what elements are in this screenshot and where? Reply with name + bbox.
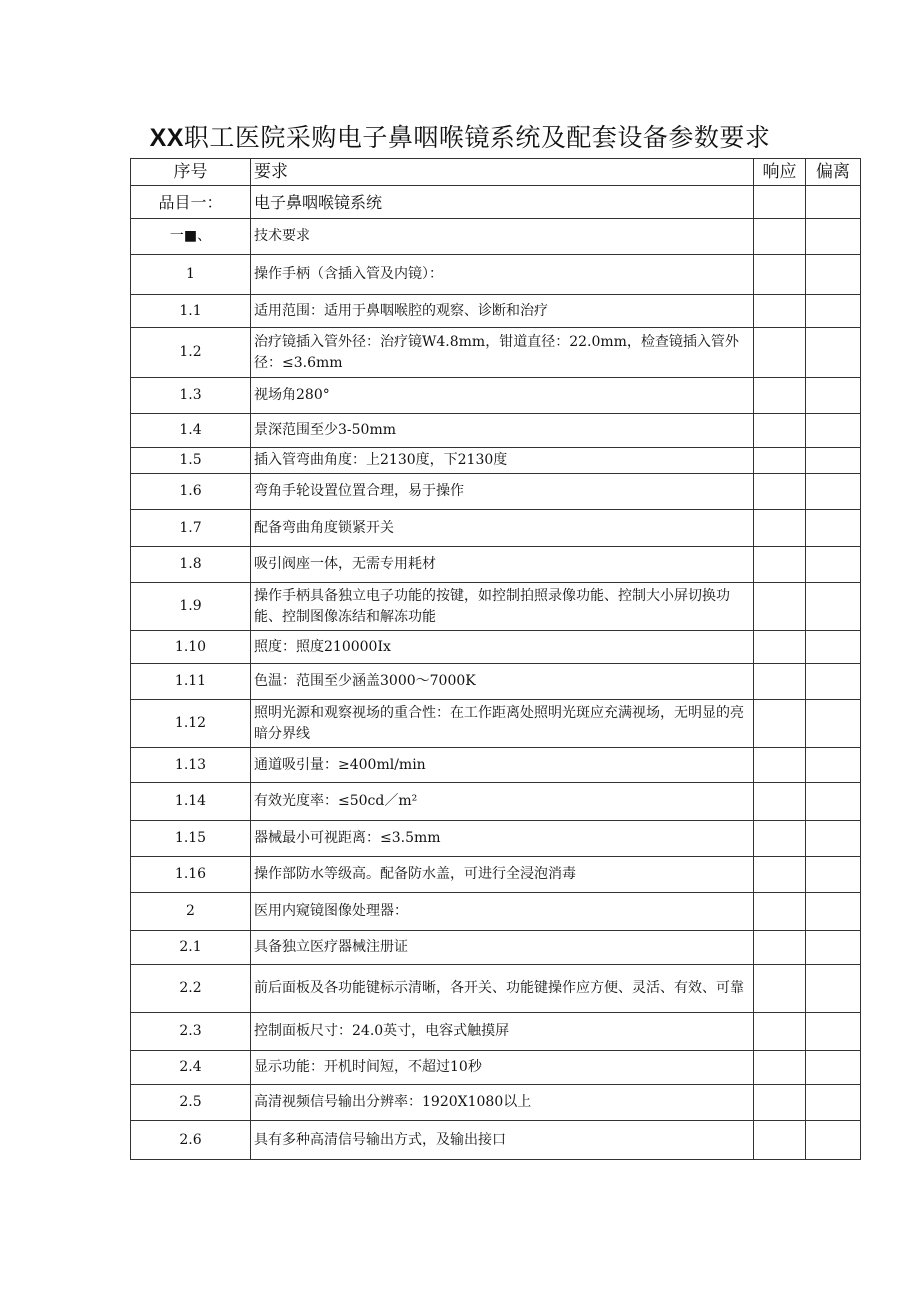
row-requirement: 具备独立医疗器械注册证: [251, 931, 754, 965]
table-row: [131, 893, 861, 931]
row-no: 1.10: [131, 631, 251, 664]
row-requirement: 色温：范围至少涵盖3000～7000K: [251, 664, 754, 700]
row-no: 1.15: [131, 821, 251, 857]
row-no: 2.2: [131, 965, 251, 1013]
table-row: [131, 219, 861, 255]
row-response-cell: [754, 1121, 806, 1160]
row-deviation-cell: [806, 821, 861, 857]
row-requirement: 前后面板及各功能键标示清晰，各开关、功能键操作应方便、灵活、有效、可靠: [251, 965, 754, 1013]
table-row: [131, 328, 861, 378]
requirements-table: [130, 158, 861, 1160]
row-no: 1.5: [131, 448, 251, 474]
row-requirement: 高清视频信号输出分辨率：1920X1080以上: [251, 1085, 754, 1121]
table-row: [131, 748, 861, 783]
header-requirement: 要求: [251, 159, 754, 186]
header-no: 序号: [131, 159, 251, 186]
table-row: [131, 448, 861, 474]
row-response-cell: [754, 1013, 806, 1051]
row-requirement: 操作部防水等级高。配备防水盖，可进行全浸泡消毒: [251, 857, 754, 893]
row-deviation-cell: [806, 255, 861, 295]
row-requirement: 显示功能：开机时间短，不超过10秒: [251, 1051, 754, 1085]
row-deviation-cell: [806, 1085, 861, 1121]
row-requirement: 医用内窥镜图像处理器：: [251, 893, 754, 931]
row-no: 一■、: [131, 219, 251, 255]
row-no: 1.4: [131, 414, 251, 448]
table-row: [131, 1121, 861, 1160]
row-deviation-cell: [806, 1051, 861, 1085]
table-row: [131, 965, 861, 1013]
row-response-cell: [754, 664, 806, 700]
row-requirement: 技术要求: [251, 219, 754, 255]
row-no: 2: [131, 893, 251, 931]
row-requirement: 弯角手轮设置位置合理，易于操作: [251, 474, 754, 510]
row-response-cell: [754, 547, 806, 583]
row-no: 1.16: [131, 857, 251, 893]
row-deviation-cell: [806, 328, 861, 378]
title-text: 职工医院采购电子鼻咽喉镜系统及配套设备参数要求: [183, 123, 771, 152]
row-requirement: 适用范围：适用于鼻咽喉腔的观察、诊断和治疗: [251, 295, 754, 328]
table-row: [131, 664, 861, 700]
table-row: [131, 821, 861, 857]
row-deviation-cell: [806, 664, 861, 700]
header-response: 响应: [754, 159, 806, 186]
row-no: 1.3: [131, 378, 251, 414]
row-no: 1.11: [131, 664, 251, 700]
title-prefix: XX: [149, 124, 184, 152]
row-requirement: 照度：照度210000Ix: [251, 631, 754, 664]
table-row: [131, 583, 861, 631]
row-deviation-cell: [806, 295, 861, 328]
row-requirement: 治疗镜插入管外径：治疗镜W4.8mm，钳道直径：22.0mm，检查镜插入管外径：≤3.6mm: [251, 328, 754, 378]
row-no: 1: [131, 255, 251, 295]
row-no: 1.12: [131, 700, 251, 748]
table-row: [131, 857, 861, 893]
row-deviation-cell: [806, 1121, 861, 1160]
table-row: [131, 1051, 861, 1085]
row-response-cell: [754, 631, 806, 664]
row-deviation-cell: [806, 748, 861, 783]
row-no: 1.2: [131, 328, 251, 378]
table-row: [131, 700, 861, 748]
row-no: 1.9: [131, 583, 251, 631]
row-deviation-cell: [806, 510, 861, 547]
row-requirement: 视场角280°: [251, 378, 754, 414]
row-no: 1.14: [131, 783, 251, 821]
row-no: 2.1: [131, 931, 251, 965]
row-deviation-cell: [806, 783, 861, 821]
row-deviation-cell: [806, 583, 861, 631]
row-deviation-cell: [806, 448, 861, 474]
row-deviation-cell: [806, 631, 861, 664]
row-requirement: 具有多种高清信号输出方式，及输出接口: [251, 1121, 754, 1160]
row-response-cell: [754, 510, 806, 547]
table-row: [131, 1013, 861, 1051]
table-row: [131, 186, 861, 219]
row-requirement: 景深范围至少3-50mm: [251, 414, 754, 448]
row-response-cell: [754, 474, 806, 510]
table-row: [131, 931, 861, 965]
row-deviation-cell: [806, 378, 861, 414]
row-deviation-cell: [806, 700, 861, 748]
row-no: 2.3: [131, 1013, 251, 1051]
table-body: [131, 186, 861, 1160]
row-requirement: 有效光度率：≤50cd／m²: [251, 783, 754, 821]
row-response-cell: [754, 931, 806, 965]
row-no: 1.13: [131, 748, 251, 783]
row-response-cell: [754, 414, 806, 448]
row-requirement: 照明光源和观察视场的重合性：在工作距离处照明光斑应充满视场，无明显的亮暗分界线: [251, 700, 754, 748]
row-response-cell: [754, 1051, 806, 1085]
row-no: 1.1: [131, 295, 251, 328]
document-title: [0, 118, 920, 154]
row-response-cell: [754, 965, 806, 1013]
row-no: 2.5: [131, 1085, 251, 1121]
row-deviation-cell: [806, 965, 861, 1013]
table-row: [131, 414, 861, 448]
table-row: [131, 783, 861, 821]
row-response-cell: [754, 857, 806, 893]
row-requirement: 操作手柄（含插入管及内镜）：: [251, 255, 754, 295]
row-response-cell: [754, 893, 806, 931]
row-no: 2.6: [131, 1121, 251, 1160]
table-row: [131, 631, 861, 664]
row-requirement: 器械最小可视距离：≤3.5mm: [251, 821, 754, 857]
row-requirement: 电子鼻咽喉镜系统: [251, 186, 754, 219]
row-response-cell: [754, 700, 806, 748]
row-no: 1.6: [131, 474, 251, 510]
row-requirement: 通道吸引量：≥400ml/min: [251, 748, 754, 783]
row-response-cell: [754, 748, 806, 783]
row-requirement: 操作手柄具备独立电子功能的按键，如控制拍照录像功能、控制大小屏切换功能、控制图像冻结和解冻功能: [251, 583, 754, 631]
row-requirement: 配备弯曲角度锁紧开关: [251, 510, 754, 547]
row-deviation-cell: [806, 414, 861, 448]
row-no: 2.4: [131, 1051, 251, 1085]
table-row: [131, 510, 861, 547]
header-deviation: 偏离: [806, 159, 861, 186]
row-response-cell: [754, 255, 806, 295]
row-response-cell: [754, 1085, 806, 1121]
table-row: [131, 1085, 861, 1121]
row-requirement: 吸引阀座一体，无需专用耗材: [251, 547, 754, 583]
row-response-cell: [754, 295, 806, 328]
table-row: [131, 295, 861, 328]
row-response-cell: [754, 328, 806, 378]
row-deviation-cell: [806, 857, 861, 893]
row-deviation-cell: [806, 1013, 861, 1051]
row-deviation-cell: [806, 219, 861, 255]
row-response-cell: [754, 583, 806, 631]
table-row: [131, 378, 861, 414]
row-no: 1.7: [131, 510, 251, 547]
row-response-cell: [754, 219, 806, 255]
table-row: [131, 547, 861, 583]
row-requirement: 控制面板尺寸：24.0英寸，电容式触摸屏: [251, 1013, 754, 1051]
row-no: 1.8: [131, 547, 251, 583]
row-response-cell: [754, 821, 806, 857]
row-deviation-cell: [806, 931, 861, 965]
table-row: [131, 474, 861, 510]
row-deviation-cell: [806, 474, 861, 510]
row-deviation-cell: [806, 547, 861, 583]
row-requirement: 插入管弯曲角度：上2130度，下2130度: [251, 448, 754, 474]
table-row: [131, 255, 861, 295]
row-response-cell: [754, 783, 806, 821]
row-deviation-cell: [806, 893, 861, 931]
row-response-cell: [754, 378, 806, 414]
row-deviation-cell: [806, 186, 861, 219]
table-header-row: [131, 159, 861, 186]
row-response-cell: [754, 448, 806, 474]
row-no: 品目一：: [131, 186, 251, 219]
row-response-cell: [754, 186, 806, 219]
